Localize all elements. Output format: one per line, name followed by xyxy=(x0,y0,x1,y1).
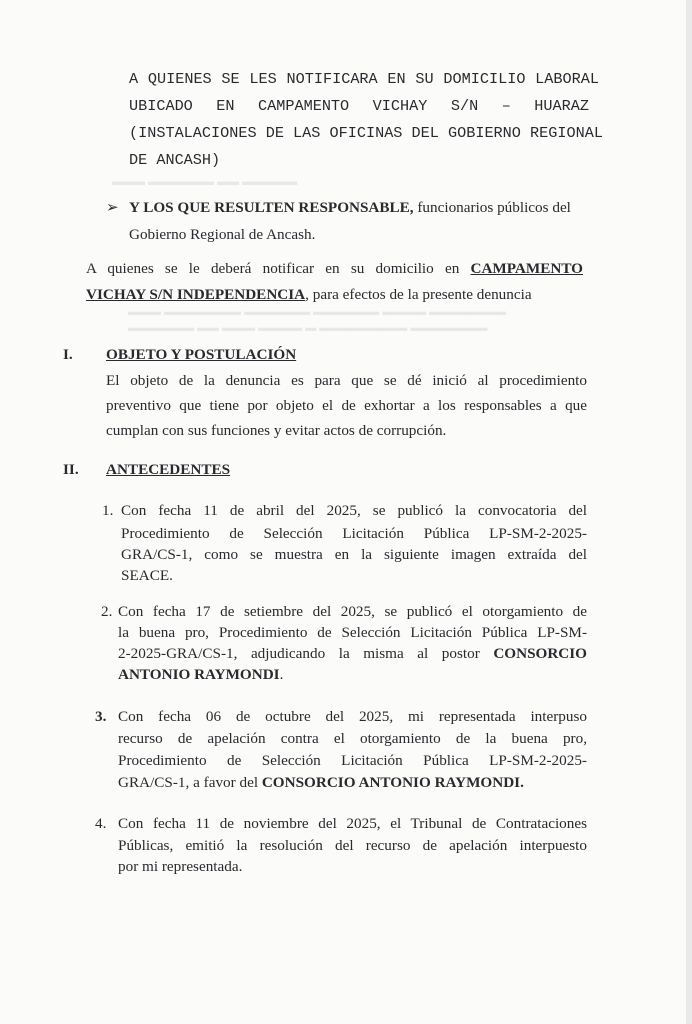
item-3-line: Con fecha 06 de octubre del 2025, mi representada interpuso xyxy=(118,708,587,725)
item-1-line: Procedimiento de Selección Licitación Pública LP-SM-2-2025- xyxy=(121,525,587,542)
address-line-1: A QUIENES SE LES NOTIFICARA EN SU DOMICILIO LABORAL xyxy=(129,70,599,88)
section-1-line: preventivo que tiene por objeto el de exhortar a los responsables a que xyxy=(106,397,587,414)
item-1-number: 1. xyxy=(102,502,114,519)
section-1-line: cumplan con sus funciones y evitar actos de corrupción. xyxy=(106,422,447,439)
item-2-line: ANTONIO RAYMONDI. xyxy=(118,666,284,683)
item-3-line: recurso de apelación contra el otorgamiento de la buena pro, xyxy=(118,730,587,747)
notify-line-1: A quienes se le deberá notificar en su domicilio en CAMPAMENTO xyxy=(86,260,583,277)
address-line-4: DE ANCASH) xyxy=(129,151,221,169)
item-3-line: Procedimiento de Selección Licitación Pública LP-SM-2-2025- xyxy=(118,752,587,769)
section-1-number: I. xyxy=(63,346,73,363)
address-line-2: UBICADO EN CAMPAMENTO VICHAY S/N – HUARAZ xyxy=(129,97,589,115)
notify-line-2: VICHAY S/N INDEPENDENCIA, para efectos de la presente denuncia xyxy=(86,286,532,303)
section-1-line: El objeto de la denuncia es para que se dé inició al procedimiento xyxy=(106,372,587,389)
section-2-number: II. xyxy=(63,461,79,478)
item-1-line: GRA/CS-1, como se muestra en la siguiente imagen extraída del xyxy=(121,546,587,563)
item-4-line: por mi representada. xyxy=(118,858,243,875)
item-1-line: SEACE. xyxy=(121,567,173,584)
item-4-line: Con fecha 11 de noviembre del 2025, el Tribunal de Contrataciones xyxy=(118,815,587,832)
item-2-line: 2-2025-GRA/CS-1, adjudicando la misma al postor CONSORCIO xyxy=(118,645,587,662)
bleed-through-text: ▬▬▬ ▬▬▬▬▬▬ ▬▬ ▬▬▬▬▬ xyxy=(112,176,298,188)
bullet-line-1: Y LOS QUE RESULTEN RESPONSABLE, funcionarios públicos del xyxy=(129,199,571,216)
item-3-line: GRA/CS-1, a favor del CONSORCIO ANTONIO RAYMONDI. xyxy=(118,774,524,791)
bullet-line-2: Gobierno Regional de Ancash. xyxy=(129,226,316,243)
item-2-number: 2. xyxy=(101,603,113,620)
section-2-title: ANTECEDENTES xyxy=(106,461,231,478)
item-4-number: 4. xyxy=(95,815,107,832)
item-2-line: la buena pro, Procedimiento de Selección Licitación Pública LP-SM- xyxy=(118,624,587,641)
item-4-line: Públicas, emitió la resolución del recurso de apelación interpuesto xyxy=(118,837,587,854)
item-2-line: Con fecha 17 de setiembre del 2025, se publicó el otorgamiento de xyxy=(118,603,587,620)
item-3-number: 3. xyxy=(95,708,107,725)
page-edge xyxy=(686,0,692,1024)
section-1-title: OBJETO Y POSTULACIÓN xyxy=(106,346,297,363)
bleed-through-text: ▬▬▬▬▬▬ ▬▬ ▬▬▬ ▬▬▬▬ ▬ ▬▬▬▬▬▬▬▬ ▬▬▬▬▬▬▬ xyxy=(128,322,488,334)
address-line-3: (INSTALACIONES DE LAS OFICINAS DEL GOBIERNO REGIONAL xyxy=(129,124,603,142)
bleed-through-text: ▬▬▬ ▬▬▬▬▬▬▬ ▬▬▬▬▬▬ ▬▬▬▬▬▬ ▬▬▬▬ ▬▬▬▬▬▬▬ xyxy=(128,306,507,318)
item-1-line: Con fecha 11 de abril del 2025, se publicó la convocatoria del xyxy=(121,502,587,519)
arrow-bullet-icon: ➢ xyxy=(106,199,119,216)
